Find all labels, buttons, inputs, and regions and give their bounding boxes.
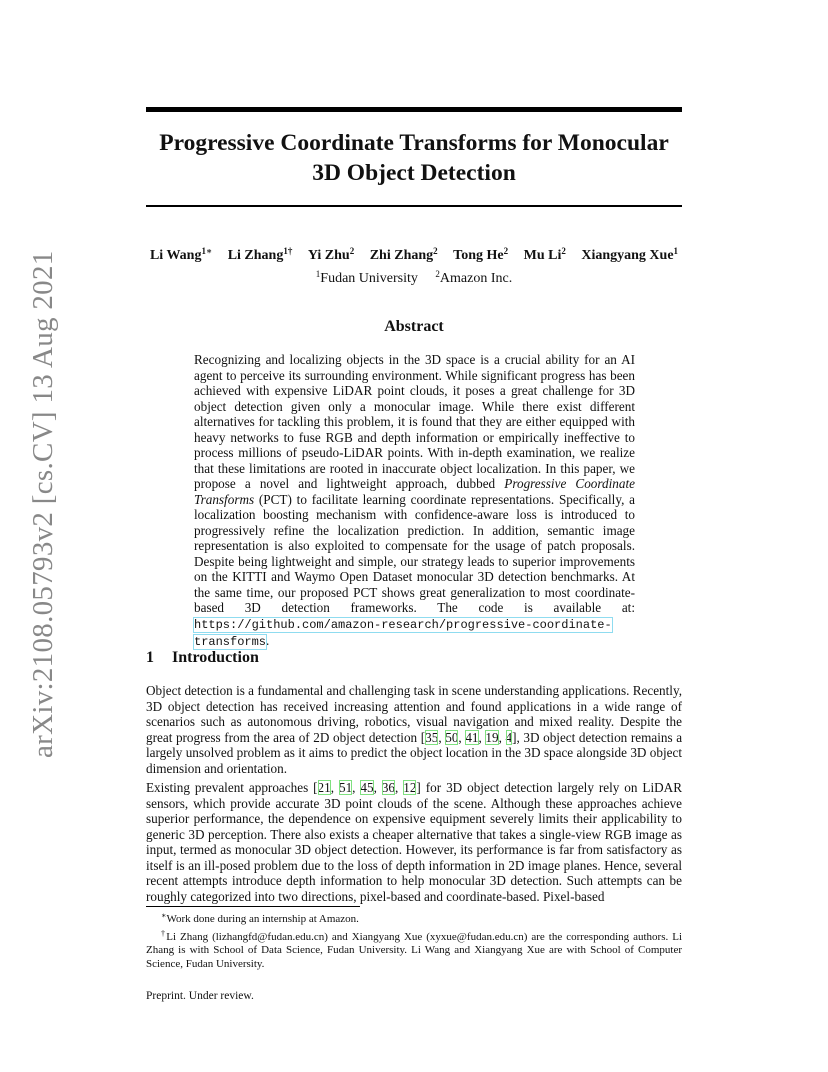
affiliations bbox=[100, 264, 728, 289]
affiliation: $^2$Amazon Inc. bbox=[435, 269, 513, 286]
citation-link[interactable]: 41 bbox=[465, 729, 479, 745]
citation-link[interactable]: 45 bbox=[360, 780, 374, 795]
preprint-note: Preprint. Under review. bbox=[146, 990, 254, 1002]
abstract-text: Recognizing and localizing objects in the 3D space is a crucial ability for an AI agent to perceive its surrounding environment. While significant progress has been achieved with expensive LiDAR point clouds, it poses a great challenge for 3D object detection given only a monocular image. While there exist different alternatives for tackling this problem, it is found that they are either equipped with heavy networks to fuse RGB and depth information or empirically ineffective to process millions of pseudo-LiDAR points. With in-depth examination, we realize that these limitations are rooted in inaccurate object localization. In this paper, we propose a novel and lightweight approach, dubbed bbox=[194, 352, 635, 491]
affiliation: $^1$Fudan University bbox=[315, 269, 418, 286]
section-number: 1 bbox=[146, 649, 154, 666]
citation-link[interactable]: 4 bbox=[505, 729, 513, 745]
citation-link[interactable]: 19 bbox=[485, 729, 499, 745]
abstract-body: Recognizing and localizing objects in the 3D space is a crucial ability for an AI agent to perceive its surrounding environment. While significant progress has been achieved with expensive LiDAR point clouds, it poses a great challenge for 3D object detection given only a monocular image. While there exist different alternatives for tackling this problem, it is found that they are either equipped with heavy networks to fuse RGB and depth information or empirically ineffective to process millions of pseudo-LiDAR points. With in-depth examination, we realize that these limitations are rooted in inaccurate object localization. In this paper, we propose a novel and lightweight approach, dubbed Progressive Coordinate Transforms (PCT) to facilitate learning coordinate representations. Specifically, a localization boosting mechanism with confidence-aware loss is introduced to progressively refine the localization prediction. In addition, semantic image representation is also exploited to compensate for the usage of patch proposals. Despite being lightweight and simple, our strategy leads to superior improvements on the KITTI and Waymo Open Dataset monocular 3D detection benchmarks. At the same time, our proposed PCT shows great generalization to most coordinate-based 3D detection frameworks. The code is available at: https://github.com/amazon-research/progressive-coordinate-transforms. bbox=[194, 352, 635, 649]
method-name: Progressive Coordinate Transforms bbox=[194, 476, 635, 507]
abstract-text: (PCT) to facilitate learning coordinate representations. Specifically, a localization boosting mechanism with confidence-aware loss is introduced to progressively refine the localization prediction. In addition, semantic image representation is also exploited to compensate for the usage of patch proposals. Despite being lightweight and simple, our strategy leads to superior improvements on the KITTI and Waymo Open Dataset monocular 3D detection benchmarks. At the same time, our proposed PCT shows great generalization to most coordinate-based 3D detection frameworks. The code is available at: bbox=[194, 491, 635, 615]
footnote: †Li Zhang (lizhangfd@fudan.edu.cn) and Xiangyang Xue (xyxue@fudan.edu.cn) are the corresponding authors. Li Zhang is with School of Data Science, Fudan University. Li Wang and Xiangyang Xue are with School of Computer Science, Fudan University. bbox=[146, 928, 682, 970]
citation-link[interactable]: 36 bbox=[381, 780, 395, 795]
author: Mu Li$^2$ bbox=[523, 246, 566, 263]
footnote: ∗Work done during an internship at Amazon. bbox=[161, 911, 359, 925]
paper-title bbox=[146, 128, 682, 188]
arxiv-stamp: arXiv:2108.05793v2 [cs.CV] 13 Aug 2021 bbox=[27, 250, 59, 758]
footnote-rule bbox=[146, 906, 360, 907]
author: Xiangyang Xue$^1$ bbox=[581, 246, 679, 263]
citation-link[interactable]: 50 bbox=[445, 729, 459, 745]
author: Zhi Zhang$^2$ bbox=[369, 246, 438, 263]
citation-link[interactable]: 35 bbox=[425, 729, 439, 745]
title-top-rule bbox=[146, 107, 682, 112]
author: Li Zhang$^{1\dagger}$ bbox=[227, 246, 293, 263]
footnotes bbox=[146, 909, 682, 971]
author: Li Wang$^{1∗}$ bbox=[149, 246, 213, 263]
title-line-2: 3D Object Detection bbox=[312, 160, 516, 186]
citation-link[interactable]: 12 bbox=[403, 780, 417, 795]
citation-link[interactable]: 51 bbox=[338, 780, 353, 795]
author: Tong He$^2$ bbox=[453, 246, 509, 263]
code-url-link[interactable]: https://github.com/amazon-research/progressive-coordinate-transforms bbox=[194, 617, 612, 649]
title-bottom-rule bbox=[146, 205, 682, 207]
section-heading bbox=[146, 649, 259, 667]
paragraph: Existing prevalent approaches [21, 51, 45, 36, 12] for 3D object detection largely rely on LiDAR sensors, which provide accurate 3D point clouds of the scene. Although these approaches achieve superior performance, the dependence on expensive equipment severely limits their applicability to generic 3D perception. There also exists a cheaper alternative that takes a single-view RGB image as input, termed as monocular 3D object detection. However, its performance is far from satisfactory as itself is an ill-posed problem due to the loss of depth information in 2D image planes. Hence, several recent attempts introduce depth information to help monocular 3D detection. Such attempts can be roughly categorized into two directions, pixel-based and coordinate-based. Pixel-based bbox=[146, 780, 682, 904]
paragraph: Object detection is a fundamental and challenging task in scene understanding applications. Recently, 3D object detection has received increasing attention and found applications in a wide range of scenarios such as autonomous driving, robotics, visual navigation and mixed reality. Despite the great progress from the area of 2D object detection [35, 50, 41, 19, 4], 3D object detection remains a largely unsolved problem as it aims to predict the object location in the 3D space alongside 3D object dimension and orientation. bbox=[146, 683, 683, 776]
abstract-heading: Abstract bbox=[384, 318, 444, 335]
author-list bbox=[100, 241, 728, 266]
citation-link[interactable]: 21 bbox=[317, 780, 331, 795]
author: Yi Zhu$^2$ bbox=[307, 246, 355, 263]
section-title: Introduction bbox=[172, 649, 259, 666]
title-line-1: Progressive Coordinate Transforms for Monocular bbox=[159, 130, 669, 156]
